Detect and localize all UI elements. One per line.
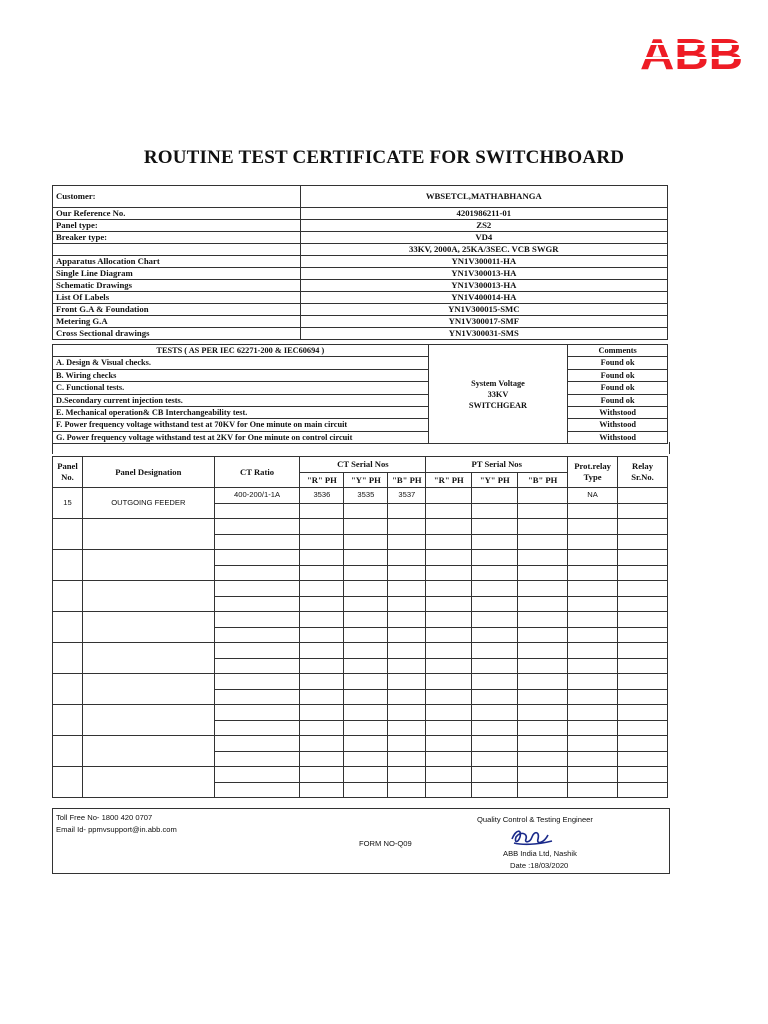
empty-cell <box>426 627 472 643</box>
empty-cell <box>53 643 83 674</box>
empty-cell <box>618 674 668 690</box>
info-label: Front G.A & Foundation <box>53 304 301 316</box>
system-voltage-cell <box>428 345 568 444</box>
empty-cell <box>82 550 214 581</box>
empty-cell <box>568 581 618 597</box>
empty-cell <box>568 705 618 721</box>
panel-no-header: Panel No. <box>53 457 83 488</box>
empty-cell <box>388 720 426 736</box>
abb-logo <box>640 30 743 72</box>
info-value: YN1V300031-SMS <box>300 328 667 340</box>
empty-cell <box>214 596 300 612</box>
tests-header: TESTS ( AS PER IEC 62271-200 & IEC60694 ) <box>53 345 429 357</box>
empty-cell <box>344 643 388 659</box>
empty-cell <box>426 658 472 674</box>
relay-sr-cell <box>618 488 668 504</box>
info-value: YN1V300011-HA <box>300 256 667 268</box>
empty-cell <box>618 519 668 535</box>
empty-cell <box>344 720 388 736</box>
empty-cell <box>472 767 518 783</box>
qc-title: Quality Control & Testing Engineer <box>477 815 593 824</box>
empty-cell <box>472 689 518 705</box>
empty-cell <box>388 782 426 798</box>
empty-cell <box>426 689 472 705</box>
empty-cell <box>53 767 83 798</box>
empty-cell <box>344 503 388 519</box>
empty-cell <box>518 705 568 721</box>
empty-cell <box>568 751 618 767</box>
empty-cell <box>214 643 300 659</box>
empty-cell <box>426 705 472 721</box>
pt-y-cell <box>472 488 518 504</box>
info-value: 4201986211-01 <box>300 208 667 220</box>
empty-cell <box>472 674 518 690</box>
empty-cell <box>472 550 518 566</box>
ct-b-cell: 3537 <box>388 488 426 504</box>
pt-b-cell <box>518 488 568 504</box>
empty-cell <box>388 643 426 659</box>
empty-cell <box>388 767 426 783</box>
empty-cell <box>426 534 472 550</box>
test-item: G. Power frequency voltage withstand test at 2KV for One minute on control circuit <box>53 431 429 443</box>
empty-cell <box>388 503 426 519</box>
empty-cell <box>82 581 214 612</box>
empty-cell <box>472 658 518 674</box>
ct-r-ph-header: "R" PH <box>300 472 344 488</box>
empty-cell <box>344 658 388 674</box>
empty-cell <box>618 689 668 705</box>
empty-cell <box>53 612 83 643</box>
empty-cell <box>300 658 344 674</box>
info-table <box>52 185 668 340</box>
empty-cell <box>388 519 426 535</box>
test-comment: Withstood <box>568 407 668 419</box>
empty-cell <box>426 720 472 736</box>
empty-cell <box>82 612 214 643</box>
info-label: Single Line Diagram <box>53 268 301 280</box>
empty-cell <box>388 751 426 767</box>
panel-table <box>52 456 668 798</box>
info-label: Breaker type: <box>53 232 301 244</box>
empty-cell <box>214 720 300 736</box>
empty-cell <box>214 658 300 674</box>
empty-cell <box>518 767 568 783</box>
empty-cell <box>518 519 568 535</box>
info-label: Metering G.A <box>53 316 301 328</box>
empty-cell <box>300 674 344 690</box>
empty-cell <box>300 689 344 705</box>
info-label: Cross Sectional drawings <box>53 328 301 340</box>
info-label: Our Reference No. <box>53 208 301 220</box>
empty-cell <box>568 534 618 550</box>
empty-cell <box>53 674 83 705</box>
empty-cell <box>426 596 472 612</box>
pt-y-ph-header: "Y" PH <box>472 472 518 488</box>
empty-cell <box>472 612 518 628</box>
test-item: D.Secondary current injection tests. <box>53 394 429 406</box>
empty-cell <box>388 736 426 752</box>
empty-cell <box>214 534 300 550</box>
empty-cell <box>618 596 668 612</box>
empty-cell <box>568 782 618 798</box>
relay-type-cell: NA <box>568 488 618 504</box>
empty-cell <box>82 736 214 767</box>
empty-cell <box>618 720 668 736</box>
empty-cell <box>300 519 344 535</box>
empty-cell <box>300 720 344 736</box>
empty-cell <box>568 519 618 535</box>
info-value: YN1V300015-SMC <box>300 304 667 316</box>
company-location: ABB India Ltd, Nashik <box>503 849 577 858</box>
support-email: Email Id- ppmvsupport@in.abb.com <box>56 825 177 834</box>
empty-cell <box>388 627 426 643</box>
test-comment: Found ok <box>568 357 668 369</box>
empty-cell <box>618 627 668 643</box>
info-value: 33KV, 2000A, 25KA/3SEC. VCB SWGR <box>300 244 667 256</box>
empty-cell <box>300 612 344 628</box>
empty-cell <box>568 658 618 674</box>
system-voltage-value: 33KV <box>487 389 509 399</box>
empty-cell <box>300 751 344 767</box>
empty-cell <box>214 550 300 566</box>
empty-cell <box>518 596 568 612</box>
info-label: List Of Labels <box>53 292 301 304</box>
empty-cell <box>426 751 472 767</box>
empty-cell <box>472 581 518 597</box>
toll-free: Toll Free No- 1800 420 0707 <box>56 813 153 822</box>
test-comment: Found ok <box>568 369 668 381</box>
designation-cell: OUTGOING FEEDER <box>82 488 214 519</box>
pt-r-ph-header: "R" PH <box>426 472 472 488</box>
empty-cell <box>568 736 618 752</box>
empty-cell <box>518 751 568 767</box>
test-item: C. Functional tests. <box>53 382 429 394</box>
info-value: YN1V300017-SMF <box>300 316 667 328</box>
empty-cell <box>518 534 568 550</box>
empty-cell <box>214 503 300 519</box>
empty-cell <box>618 643 668 659</box>
ct-y-cell: 3535 <box>344 488 388 504</box>
empty-cell <box>82 674 214 705</box>
empty-cell <box>53 736 83 767</box>
empty-cell <box>618 751 668 767</box>
section-gap <box>52 442 670 454</box>
empty-cell <box>214 751 300 767</box>
empty-cell <box>518 736 568 752</box>
test-item: A. Design & Visual checks. <box>53 357 429 369</box>
empty-cell <box>300 534 344 550</box>
empty-cell <box>472 503 518 519</box>
empty-cell <box>388 534 426 550</box>
empty-cell <box>426 782 472 798</box>
empty-cell <box>518 689 568 705</box>
empty-cell <box>214 689 300 705</box>
comments-header: Comments <box>568 345 668 357</box>
empty-cell <box>82 519 214 550</box>
info-value: YN1V300013-HA <box>300 280 667 292</box>
empty-cell <box>472 627 518 643</box>
empty-cell <box>53 581 83 612</box>
empty-cell <box>344 612 388 628</box>
footer <box>52 808 670 874</box>
info-label <box>53 244 301 256</box>
empty-cell <box>568 767 618 783</box>
empty-cell <box>388 565 426 581</box>
empty-cell <box>344 627 388 643</box>
empty-cell <box>618 767 668 783</box>
empty-cell <box>518 782 568 798</box>
empty-cell <box>82 643 214 674</box>
empty-cell <box>568 643 618 659</box>
empty-cell <box>568 596 618 612</box>
panel-no-cell: 15 <box>53 488 83 519</box>
empty-cell <box>618 581 668 597</box>
empty-cell <box>344 674 388 690</box>
empty-cell <box>214 736 300 752</box>
info-value: YN1V400014-HA <box>300 292 667 304</box>
empty-cell <box>300 596 344 612</box>
empty-cell <box>568 720 618 736</box>
empty-cell <box>426 565 472 581</box>
relay-sr-header: Relay Sr.No. <box>618 457 668 488</box>
empty-cell <box>53 550 83 581</box>
empty-cell <box>426 550 472 566</box>
ct-ratio-header: CT Ratio <box>214 457 300 488</box>
empty-cell <box>426 503 472 519</box>
empty-cell <box>568 627 618 643</box>
empty-cell <box>472 751 518 767</box>
ct-ratio-cell: 400-200/1-1A <box>214 488 300 504</box>
ct-b-ph-header: "B" PH <box>388 472 426 488</box>
empty-cell <box>518 643 568 659</box>
ct-serial-header: CT Serial Nos <box>300 457 426 473</box>
form-number: FORM NO-Q09 <box>359 839 412 848</box>
empty-cell <box>518 627 568 643</box>
empty-cell <box>300 550 344 566</box>
test-comment: Found ok <box>568 394 668 406</box>
empty-cell <box>388 689 426 705</box>
empty-cell <box>388 581 426 597</box>
empty-cell <box>300 627 344 643</box>
system-voltage-label: System Voltage <box>471 378 525 388</box>
empty-cell <box>426 767 472 783</box>
empty-cell <box>472 565 518 581</box>
empty-cell <box>568 565 618 581</box>
empty-cell <box>618 565 668 581</box>
empty-cell <box>300 503 344 519</box>
empty-cell <box>214 612 300 628</box>
empty-cell <box>300 643 344 659</box>
empty-cell <box>344 534 388 550</box>
empty-cell <box>214 519 300 535</box>
empty-cell <box>426 643 472 659</box>
test-comment: Withstood <box>568 419 668 431</box>
empty-cell <box>472 643 518 659</box>
empty-cell <box>344 782 388 798</box>
empty-cell <box>472 736 518 752</box>
empty-cell <box>344 519 388 535</box>
tests-table <box>52 344 668 444</box>
ct-y-ph-header: "Y" PH <box>344 472 388 488</box>
empty-cell <box>472 782 518 798</box>
info-label: Customer: <box>53 186 301 208</box>
info-value: WBSETCL,MATHABHANGA <box>300 186 667 208</box>
empty-cell <box>300 782 344 798</box>
empty-cell <box>518 720 568 736</box>
empty-cell <box>518 503 568 519</box>
empty-cell <box>618 534 668 550</box>
empty-cell <box>472 705 518 721</box>
empty-cell <box>300 705 344 721</box>
empty-cell <box>344 705 388 721</box>
empty-cell <box>214 782 300 798</box>
empty-cell <box>618 782 668 798</box>
empty-cell <box>568 689 618 705</box>
empty-cell <box>388 674 426 690</box>
empty-cell <box>344 751 388 767</box>
signature <box>508 825 556 849</box>
empty-cell <box>344 596 388 612</box>
empty-cell <box>388 612 426 628</box>
empty-cell <box>518 581 568 597</box>
empty-cell <box>426 612 472 628</box>
info-value: ZS2 <box>300 220 667 232</box>
empty-cell <box>300 581 344 597</box>
ct-r-cell: 3536 <box>300 488 344 504</box>
empty-cell <box>214 674 300 690</box>
empty-cell <box>426 674 472 690</box>
empty-cell <box>568 550 618 566</box>
info-label: Apparatus Allocation Chart <box>53 256 301 268</box>
empty-cell <box>568 612 618 628</box>
empty-cell <box>618 705 668 721</box>
empty-cell <box>472 534 518 550</box>
empty-cell <box>618 612 668 628</box>
empty-cell <box>214 565 300 581</box>
system-voltage-type: SWITCHGEAR <box>468 400 527 410</box>
test-item: B. Wiring checks <box>53 369 429 381</box>
designation-header: Panel Designation <box>82 457 214 488</box>
test-comment: Found ok <box>568 382 668 394</box>
pt-serial-header: PT Serial Nos <box>426 457 568 473</box>
empty-cell <box>518 658 568 674</box>
empty-cell <box>472 720 518 736</box>
empty-cell <box>518 674 568 690</box>
empty-cell <box>214 705 300 721</box>
empty-cell <box>214 767 300 783</box>
pt-r-cell <box>426 488 472 504</box>
empty-cell <box>426 519 472 535</box>
empty-cell <box>214 581 300 597</box>
empty-cell <box>388 550 426 566</box>
relay-type-header: Prot.relay Type <box>568 457 618 488</box>
empty-cell <box>344 736 388 752</box>
empty-cell <box>53 705 83 736</box>
empty-cell <box>53 519 83 550</box>
empty-cell <box>82 767 214 798</box>
info-value: VD4 <box>300 232 667 244</box>
empty-cell <box>568 503 618 519</box>
empty-cell <box>568 674 618 690</box>
info-label: Panel type: <box>53 220 301 232</box>
info-value: YN1V300013-HA <box>300 268 667 280</box>
empty-cell <box>344 565 388 581</box>
test-item: F. Power frequency voltage withstand test at 70KV for One minute on main circuit <box>53 419 429 431</box>
empty-cell <box>618 550 668 566</box>
empty-cell <box>518 612 568 628</box>
empty-cell <box>388 705 426 721</box>
empty-cell <box>472 519 518 535</box>
empty-cell <box>518 550 568 566</box>
empty-cell <box>344 689 388 705</box>
empty-cell <box>82 705 214 736</box>
pt-b-ph-header: "B" PH <box>518 472 568 488</box>
empty-cell <box>426 736 472 752</box>
empty-cell <box>618 658 668 674</box>
certificate-title: ROUTINE TEST CERTIFICATE FOR SWITCHBOARD <box>143 147 625 168</box>
certificate-date: Date :18/03/2020 <box>510 861 569 870</box>
empty-cell <box>344 581 388 597</box>
empty-cell <box>618 736 668 752</box>
empty-cell <box>388 596 426 612</box>
empty-cell <box>344 550 388 566</box>
empty-cell <box>472 596 518 612</box>
empty-cell <box>300 736 344 752</box>
info-label: Schematic Drawings <box>53 280 301 292</box>
empty-cell <box>388 658 426 674</box>
empty-cell <box>300 767 344 783</box>
empty-cell <box>618 503 668 519</box>
empty-cell <box>300 565 344 581</box>
empty-cell <box>518 565 568 581</box>
svg-text:ABB: ABB <box>640 30 743 72</box>
test-item: E. Mechanical operation& CB Interchangeability test. <box>53 407 429 419</box>
test-comment: Withstood <box>568 431 668 443</box>
empty-cell <box>344 767 388 783</box>
empty-cell <box>426 581 472 597</box>
empty-cell <box>214 627 300 643</box>
